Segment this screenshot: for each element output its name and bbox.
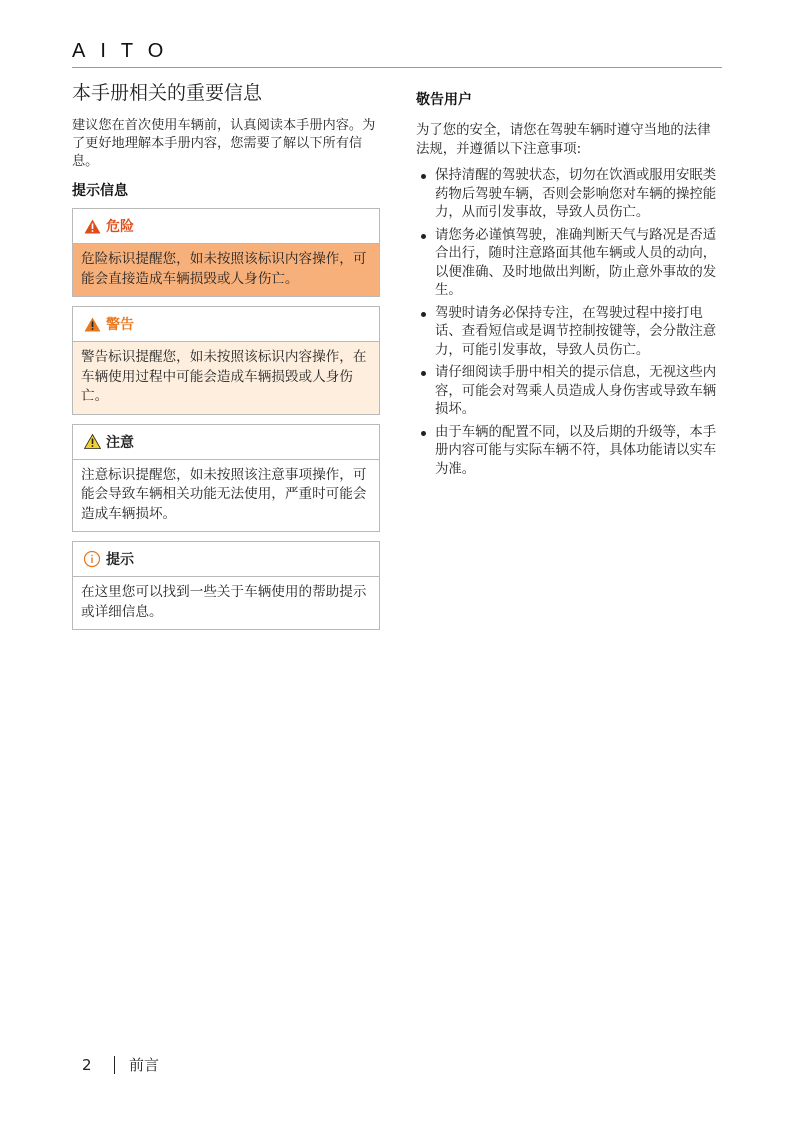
warning-notice-header xyxy=(73,307,379,342)
intro-paragraph: 建议您在首次使用车辆前，认真阅读本手册内容。为了更好地理解本手册内容，您需要了解以下所有信息。 xyxy=(72,118,376,169)
tip-notice xyxy=(72,541,380,630)
list-item-text: 保持清醒的驾驶状态，切勿在饮酒或服用安眠类药物后驾驶车辆，否则会影响您对车辆的操控能力，从而引发事故，导致人员伤亡。 xyxy=(435,168,717,220)
page-title: 本手册相关的重要信息 xyxy=(72,82,263,104)
list-item xyxy=(416,424,722,480)
warning-triangle-icon xyxy=(83,316,101,332)
caution-label: 注意 xyxy=(106,434,134,451)
list-item xyxy=(416,305,722,361)
info-circle-icon xyxy=(83,551,101,567)
list-item-text: 请仔细阅读手册中相关的提示信息，无视这些内容，可能会对驾乘人员造成人身伤害或导致车辆损坏。 xyxy=(435,365,717,417)
safety-bullet-list xyxy=(416,167,722,479)
danger-notice-header xyxy=(73,209,379,244)
bullet-icon xyxy=(421,234,426,239)
warning-notice-text: 警告标识提醒您，如未按照该标识内容操作，在车辆使用过程中可能会造成车辆损毁或人身伤亡。 xyxy=(73,342,379,414)
user-notice-heading: 敬告用户 xyxy=(416,92,472,108)
list-item xyxy=(416,167,722,223)
danger-triangle-icon xyxy=(83,218,101,234)
caution-triangle-icon xyxy=(83,434,101,450)
caution-notice xyxy=(72,424,380,533)
section-name: 前言 xyxy=(129,1056,160,1074)
danger-notice-text: 危险标识提醒您，如未按照该标识内容操作，可能会直接造成车辆损毁或人身伤亡。 xyxy=(73,244,379,296)
list-item xyxy=(416,227,722,301)
warning-notice xyxy=(72,306,380,415)
bullet-icon xyxy=(421,174,426,179)
tip-notice-text: 在这里您可以找到一些关于车辆使用的帮助提示或详细信息。 xyxy=(81,584,367,620)
header-divider xyxy=(72,67,722,68)
list-item-text: 请您务必谨慎驾驶，准确判断天气与路况是否适合出行，随时注意路面其他车辆或人员的动向，以便准确、及时地做出判断，防止意外事故的发生。 xyxy=(435,227,717,298)
bullet-icon xyxy=(421,371,426,376)
bullet-icon xyxy=(421,431,426,436)
aito-logo: AITO xyxy=(72,40,179,62)
tip-notice-header xyxy=(73,542,379,577)
page-number: 2 xyxy=(82,1055,92,1074)
tip-label: 提示 xyxy=(106,552,134,568)
list-item xyxy=(416,364,722,420)
page-footer xyxy=(82,1054,159,1075)
danger-notice xyxy=(72,208,380,297)
user-notice-intro: 为了您的安全，请您在驾驶车辆时遵守当地的法律法规，并遵循以下注意事项: xyxy=(416,123,711,157)
left-column xyxy=(72,80,380,639)
list-item-text: 由于车辆的配置不同，以及后期的升级等，本手册内容可能与实际车辆不符，具体功能请以实车为准。 xyxy=(435,424,717,477)
bullet-icon xyxy=(421,312,426,317)
footer-divider xyxy=(114,1056,116,1074)
section-heading: 提示信息 xyxy=(72,183,128,199)
danger-label: 危险 xyxy=(106,219,134,235)
warning-label: 警告 xyxy=(106,317,134,333)
caution-notice-text: 注意标识提醒您，如未按照该注意事项操作，可能会导致车辆相关功能无法使用，严重时可能会造成车辆损坏。 xyxy=(81,466,367,522)
right-column xyxy=(416,90,722,483)
caution-notice-header xyxy=(73,425,379,460)
list-item-text: 驾驶时请务必保持专注，在驾驶过程中接打电话、查看短信或是调节控制按键等，会分散注意力，可能引发事故，导致人员伤亡。 xyxy=(435,305,717,358)
